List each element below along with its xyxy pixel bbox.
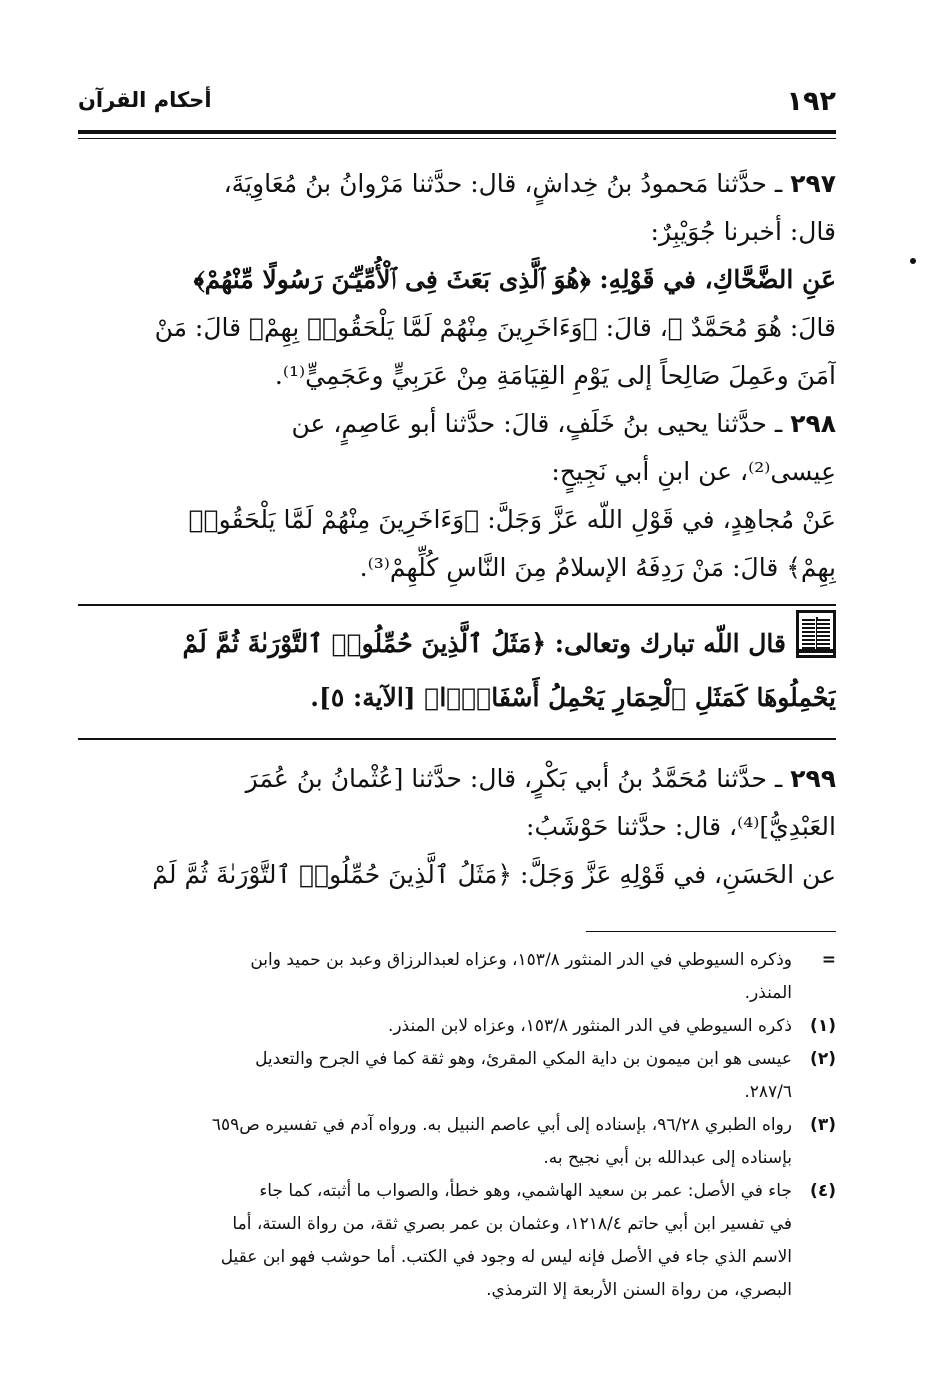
footnote-line: ذكره السيوطي في الدر المنثور ١٥٣/٨، وعزاه لابن المنذر. [387,1016,792,1036]
hadith-297-line-5: آمَنَ وعَمِلَ صَالِحاً إلى يَوْمِ القِيَامَةِ مِنْ عَرَبِيٍّ وعَجَمِيٍّ⁽¹⁾. [274,361,836,390]
hadith-297-line-1 [78,160,836,208]
footnote-marker: (١) [810,1016,836,1036]
footnote-marker: = [821,950,836,970]
footnote-body [78,1010,792,1043]
book-page-left [802,619,815,649]
footnote-body [78,1109,792,1175]
page-header [78,86,836,126]
verse-block-2 [78,674,836,722]
verse-line-1: قال اللّه تبارك وتعالى: ﴿مَثَلُ ٱلَّذِينَ حُمِّلُوا۟ ٱلتَّوْرَىٰةَ ثُمَّ لَمْ [182,629,786,658]
footnote-line: الاسم الذي جاء في الأصل فإنه ليس له وجود في الكتب. أما حوشب فهو ابن عقيل [220,1247,792,1267]
hadith-297-line-2: قال: أخبرنا جُوَيْبِرٌ: [650,217,836,246]
hadith-text: ـ حدَّثنا مُحَمَّدُ بنُ أبي بَكْرٍ، قال: حدَّثنا [عُثْمانُ بنُ عُمَرَ [245,764,783,793]
header-rule-thin [78,138,836,139]
header-rule-thick [78,130,836,134]
hadith-text: ـ حدَّثنا مَحمودُ بنُ خِداشٍ، قال: حدَّثنا مَرْوانُ بنُ مُعَاوِيَةَ، [223,169,783,198]
hadith-297-line-4: قالَ: هُوَ مُحَمَّدٌ ﷺ، قالَ: ﴿وَءَاخَرِينَ مِنْهُمْ لَمَّا يَلْحَقُوا۟ بِهِمْ﴾ قالَ: مَنْ [154,313,836,342]
footnote-marker: (٤) [810,1181,836,1201]
verse-block [78,620,786,668]
footnote-body [78,1175,792,1307]
footnote-line: في تفسير ابن أبي حاتم ١٢١٨/٤، وعثمان بن عمر بصري ثقة، من رواة الستة، أما [232,1214,792,1234]
footnote-line: وذكره السيوطي في الدر المنثور ١٥٣/٨، وعزاه لعبدالرزاق وعبد بن حميد وابن [250,950,792,970]
hadith-298 [78,400,836,592]
verse-rule-top [78,604,836,606]
footnote-line: جاء في الأصل: عمر بن سعيد الهاشمي، وهو خطأ، والصواب ما أثبته، كما جاء [259,1181,792,1201]
hadith-298-line-4: بِهِمْ﴾ قالَ: مَنْ رَدِفَهُ الإسلامُ مِنَ النَّاسِ كُلِّهِمْ⁽³⁾. [359,553,836,582]
footnote-4 [78,1175,836,1307]
footnote-continued [78,944,836,1010]
footnote-marker: (٢) [810,1049,836,1069]
footnote-1 [78,1010,836,1043]
hadith-number: ٢٩٨ [790,409,836,438]
footnote-body [78,944,792,1010]
hadith-text: ـ حدَّثنا يحيى بنُ خَلَفٍ، قالَ: حدَّثنا أبو عَاصِمٍ، عن [291,409,783,438]
hadith-298-line-2: عِيسى⁽²⁾، عن ابنِ أبي نَجِيحٍ: [551,457,836,486]
footnote-line: البصري، من رواة السنن الأربعة إلا الترمذي. [486,1280,792,1300]
hadith-297-line-3: عَنِ الضَّحَّاكِ، في قَوْلِهِ: ﴿هُوَ ٱلَّذِى بَعَثَ فِى ٱلْأُمِّيِّـۧنَ رَسُولًا مِّنْهُمْ﴾ [193,265,836,294]
footnote-body [78,1043,792,1109]
footnote-separator [586,931,836,932]
footnote-2 [78,1043,836,1109]
margin-dot [910,258,916,264]
footnotes [78,944,836,1307]
footnote-line: بإسناده إلى عبدالله بن أبي نجيح به. [543,1148,792,1168]
hadith-299-line-1 [78,755,836,803]
open-book-icon [796,610,836,658]
footnote-line: رواه الطبري ٩٦/٢٨، بإسناده إلى أبي عاصم النبيل به. ورواه آدم في تفسيره ص٦٥٩ [211,1115,792,1135]
hadith-299-line-3: عن الحَسَنِ، في قَوْلِهِ عَزَّ وَجَلَّ: ﴿مَثَلُ ٱلَّذِينَ حُمِّلُوا۟ ٱلتَّوْرَىٰةَ ثُمَّ لَمْ [152,860,836,889]
verse-rule-bottom [78,738,836,740]
footnote-3 [78,1109,836,1175]
hadith-297 [78,160,836,400]
footnote-line: المنذر. [744,983,792,1003]
footnote-marker: (٣) [810,1115,836,1135]
hadith-number: ٢٩٩ [790,764,836,793]
hadith-299-line-2: العَبْدِيُّ]⁽⁴⁾، قال: حدَّثنا حَوْشَبُ: [526,812,836,841]
hadith-number: ٢٩٧ [790,169,836,198]
book-title: أحكام القرآن [78,88,212,112]
verse-line-2: يَحْمِلُوهَا كَمَثَلِ ٱلْحِمَارِ يَحْمِلُ أَسْفَارًۢا﴾ [الآية: ٥]. [310,683,836,712]
page-number: ١٩٢ [786,86,836,117]
footnote-line: ٢٨٧/٦. [744,1082,792,1102]
book-page-right [817,619,830,649]
hadith-298-line-3: عَنْ مُجاهِدٍ، في قَوْلِ اللّه عَزَّ وَجَلَّ: ﴿وَءَاخَرِينَ مِنْهُمْ لَمَّا يَلْحَقُوا۟ [188,505,836,534]
book-base [799,649,833,653]
hadith-298-line-1 [78,400,836,448]
footnote-line: عيسى هو ابن ميمون بن داية المكي المقرئ، وهو ثقة كما في الجرح والتعديل [255,1049,792,1069]
hadith-299 [78,755,836,899]
